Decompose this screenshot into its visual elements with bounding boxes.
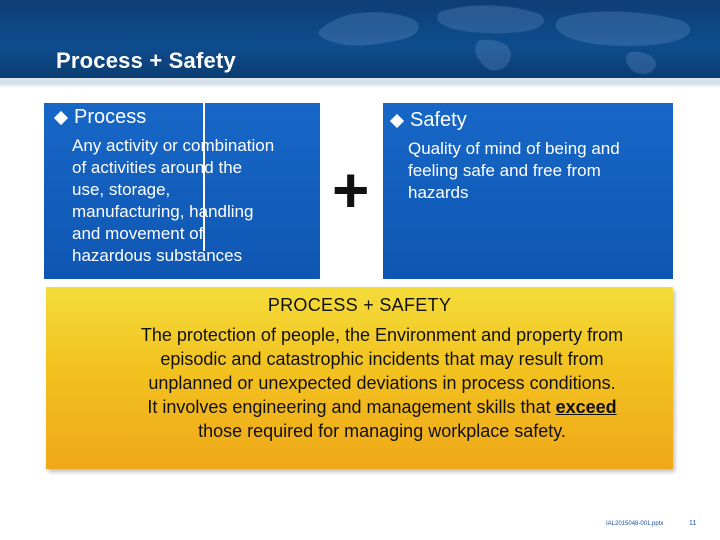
definition-line: episodic and catastrophic incidents that may result from <box>160 349 604 369</box>
safety-heading <box>392 109 467 132</box>
page-number: 11 <box>689 520 697 527</box>
definition-line-part: It involves engineering and management skills that <box>147 397 556 417</box>
process-heading <box>56 106 146 129</box>
definition-line: unplanned or unexpected deviations in process conditions. <box>148 373 616 393</box>
definition-line <box>102 395 662 419</box>
process-definition <box>72 135 318 267</box>
process-line: of activities around the <box>72 158 243 177</box>
definition-heading: PROCESS + SAFETY <box>267 295 452 315</box>
definition-box <box>46 287 673 469</box>
definition-line: those required for managing workplace safety. <box>198 421 566 441</box>
process-line: manufacturing, handling <box>72 202 254 221</box>
world-map-icon <box>300 0 720 82</box>
document-code: IAL2015048-001.pptx <box>606 521 664 527</box>
safety-heading-label: Safety <box>410 109 467 131</box>
slide-title: Process + Safety <box>56 48 236 73</box>
header-shadow <box>0 82 720 88</box>
safety-line: Quality of mind of being and <box>408 139 620 158</box>
definition-text <box>102 323 662 443</box>
definition-line: The protection of people, the Environment and property from <box>140 325 624 345</box>
process-line: and movement of <box>72 224 204 243</box>
diamond-bullet-icon <box>54 110 68 124</box>
process-line: use, storage, <box>72 180 171 199</box>
process-line: Any activity or combination <box>72 136 275 155</box>
plus-symbol: + <box>332 154 370 226</box>
safety-definition <box>408 138 670 204</box>
safety-line: feeling safe and free from <box>408 161 601 180</box>
diamond-bullet-icon <box>390 113 404 127</box>
safety-line: hazards <box>408 183 469 202</box>
process-heading-label: Process <box>74 106 147 128</box>
emphasis-word: exceed <box>555 397 617 417</box>
process-line: hazardous substances <box>72 246 243 265</box>
